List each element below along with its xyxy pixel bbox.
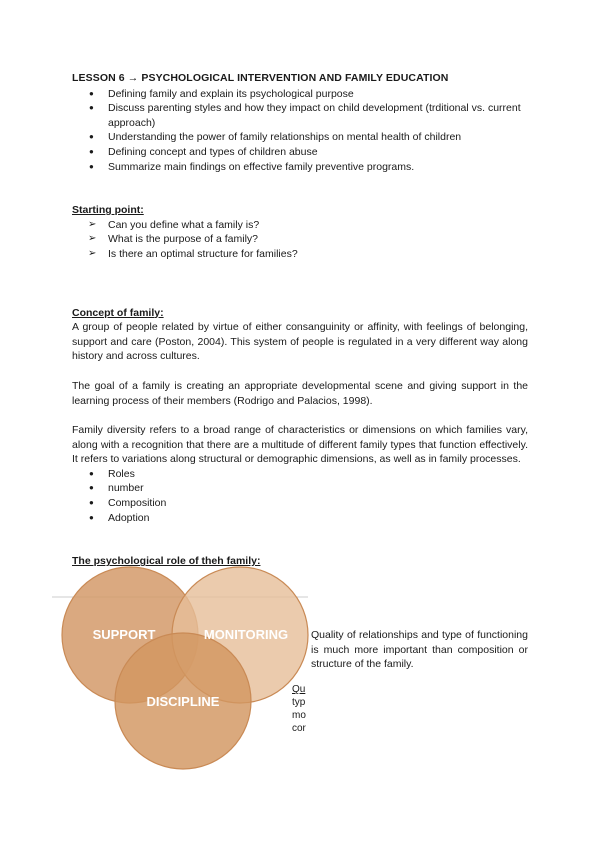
support-label: SUPPORT — [92, 627, 156, 642]
truncated-line: cor — [292, 723, 306, 734]
concept-heading: Concept of family: — [72, 306, 164, 319]
monitoring-label: MONITORING — [203, 627, 289, 642]
truncated-line: mo — [292, 710, 306, 721]
objectives-list — [72, 87, 528, 175]
psych-role-heading: The psychological role of theh family: — [72, 555, 261, 568]
dimension-item: ● Adoption — [72, 511, 528, 526]
goal-paragraph: The goal of a family is creating an appropriate developmental scene and giving support in the learning process of their members (Rodrigo and Palacios, 1998). — [72, 379, 528, 407]
objective-item: ● Understanding the power of family relationships on mental health of children — [72, 130, 528, 145]
question-item: ➢ What is the purpose of a family? — [72, 232, 528, 247]
starting-questions-list — [72, 218, 528, 262]
objective-item: ● Defining concept and types of children abuse — [72, 145, 528, 160]
concept-paragraph: A group of people related by virtue of either consanguinity or affinity, with feelings of belonging, support and care (Poston, 2004). This system of people is regulated in a very different way along history and across cultures. — [72, 321, 528, 363]
document-page — [72, 71, 528, 569]
venn-diagram — [52, 583, 308, 725]
objective-item: ● Summarize main findings on effective family preventive programs. — [72, 160, 528, 175]
dimension-item: ● Composition — [72, 496, 528, 511]
discipline-label: DISCIPLINE — [146, 694, 220, 709]
dimensions-list — [72, 467, 528, 525]
truncated-line: Qu — [292, 684, 306, 695]
truncated-line: typ — [292, 697, 306, 708]
objective-item: ● Discuss parenting styles and how they impact on child development (trditional vs. current approach) — [72, 101, 528, 130]
dimension-item: ● Roles — [72, 467, 528, 482]
question-item: ➢ Is there an optimal structure for families? — [72, 247, 528, 262]
diagram-caption: Quality of relationships and type of functioning is much more important than composition or structure of the family. — [311, 629, 528, 671]
starting-point-heading: Starting point: — [72, 204, 144, 217]
dimension-item: ● number — [72, 481, 528, 496]
objective-item: ● Defining family and explain its psychological purpose — [72, 87, 528, 102]
diversity-paragraph: Family diversity refers to a broad range of characteristics or dimensions on which families vary, along with a recognition that there are a multitude of different family types that function effectively. It refers to variations along structural or demographic dimensions, as well as in family processes. — [72, 424, 528, 466]
truncated-caption — [292, 683, 308, 734]
lesson-title: LESSON 6 → PSYCHOLOGICAL INTERVENTION AND FAMILY EDUCATION — [72, 72, 449, 84]
question-item: ➢ Can you define what a family is? — [72, 218, 528, 233]
